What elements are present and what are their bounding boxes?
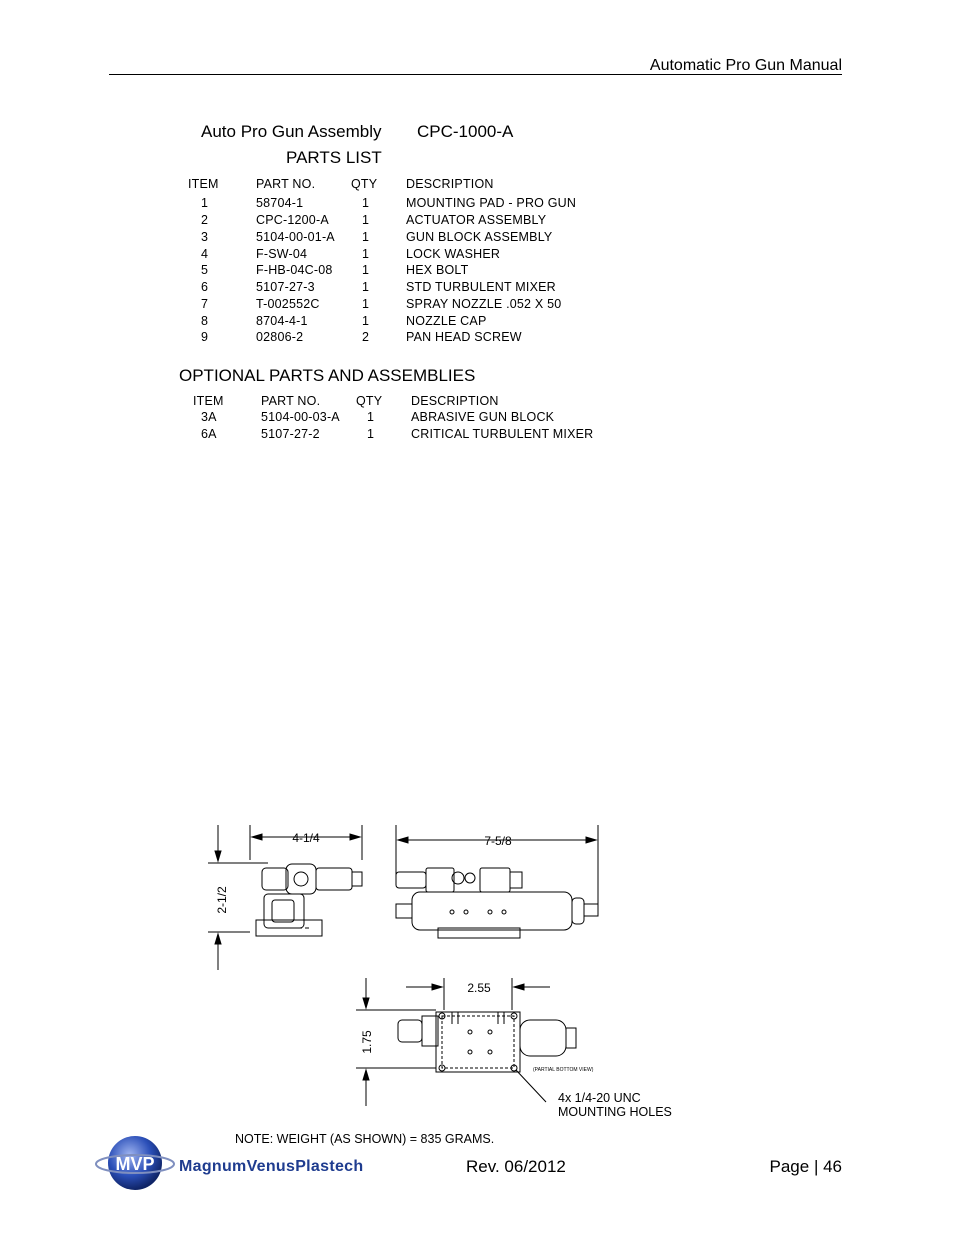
dim-length-label: 7-5/8 <box>484 834 512 848</box>
part-number: 02806-2 <box>256 330 304 344</box>
item-number: 5 <box>201 263 209 277</box>
col-desc-header: DESCRIPTION <box>411 394 499 408</box>
item-number: 2 <box>201 213 209 227</box>
description: HEX BOLT <box>406 263 469 277</box>
description: PAN HEAD SCREW <box>406 330 522 344</box>
part-number: T-002552C <box>256 297 320 311</box>
item-number: 7 <box>201 297 209 311</box>
description: NOZZLE CAP <box>406 314 487 328</box>
width-dimension <box>250 825 362 860</box>
part-number: 5107-27-3 <box>256 280 315 294</box>
part-number: F-HB-04C-08 <box>256 263 333 277</box>
description: LOCK WASHER <box>406 247 501 261</box>
description: ACTUATOR ASSEMBLY <box>406 213 547 227</box>
revision-label: Rev. 06/2012 <box>466 1157 566 1176</box>
quantity: 1 <box>362 297 370 311</box>
quantity: 1 <box>362 280 370 294</box>
col-item-header: ITEM <box>188 177 219 191</box>
part-number: 5104-00-03-A <box>261 410 340 424</box>
col-desc-header: DESCRIPTION <box>406 177 494 191</box>
side-view <box>396 868 598 938</box>
item-number: 9 <box>201 330 209 344</box>
part-number: 5104-00-01-A <box>256 230 335 244</box>
bottom-view <box>398 1012 672 1119</box>
col-part-header: PART NO. <box>261 394 321 408</box>
col-qty-header: QTY <box>356 394 383 408</box>
part-number: F-SW-04 <box>256 247 308 261</box>
height-dimension <box>208 825 268 970</box>
item-number: 8 <box>201 314 209 328</box>
description: CRITICAL TURBULENT MIXER <box>411 427 594 441</box>
front-view <box>256 864 362 936</box>
description: MOUNTING PAD - PRO GUN <box>406 196 577 210</box>
optional-parts-title: OPTIONAL PARTS AND ASSEMBLIES <box>179 366 476 385</box>
item-number: 4 <box>201 247 209 261</box>
part-number: 8704-4-1 <box>256 314 308 328</box>
gun-assembly-drawing <box>190 820 690 1125</box>
part-number: CPC-1200-A <box>256 213 329 227</box>
quantity: 1 <box>362 314 370 328</box>
partial-bottom-view-label: (PARTIAL BOTTOM VIEW) <box>533 1067 594 1073</box>
quantity: 1 <box>362 263 370 277</box>
item-number: 1 <box>201 196 209 210</box>
dim-hole-height-label: 1.75 <box>360 1030 374 1054</box>
page-number: Page | 46 <box>769 1157 842 1176</box>
weight-note: NOTE: WEIGHT (AS SHOWN) = 835 GRAMS. <box>235 1132 495 1146</box>
quantity: 1 <box>362 213 370 227</box>
mvp-logo-icon <box>95 1132 175 1194</box>
assembly-title: Auto Pro Gun Assembly <box>201 122 382 141</box>
dim-hole-spacing-label: 2.55 <box>467 981 491 995</box>
col-qty-header: QTY <box>351 177 378 191</box>
description: SPRAY NOZZLE .052 X 50 <box>406 297 562 311</box>
parts-list-title: PARTS LIST <box>286 148 382 167</box>
assembly-code: CPC-1000-A <box>417 122 514 141</box>
mounting-holes-line2: MOUNTING HOLES <box>558 1105 672 1119</box>
description: ABRASIVE GUN BLOCK <box>411 410 555 424</box>
quantity: 1 <box>367 427 375 441</box>
item-number: 6 <box>201 280 209 294</box>
part-number: 58704-1 <box>256 196 304 210</box>
quantity: 1 <box>367 410 375 424</box>
hole-height-dimension <box>356 978 436 1106</box>
description: GUN BLOCK ASSEMBLY <box>406 230 553 244</box>
part-number: 5107-27-2 <box>261 427 320 441</box>
quantity: 1 <box>362 196 370 210</box>
dim-width-label: 4-1/4 <box>292 831 320 845</box>
manual-title: Automatic Pro Gun Manual <box>649 57 842 74</box>
quantity: 1 <box>362 247 370 261</box>
mounting-holes-line1: 4x 1/4-20 UNC <box>558 1091 641 1105</box>
header-divider <box>109 74 842 75</box>
hole-spacing-dimension <box>406 978 550 1010</box>
item-number: 6A <box>201 427 217 441</box>
col-part-header: PART NO. <box>256 177 316 191</box>
quantity: 2 <box>362 330 370 344</box>
col-item-header: ITEM <box>193 394 224 408</box>
description: STD TURBULENT MIXER <box>406 280 556 294</box>
logo-text: MVP <box>115 1154 155 1174</box>
quantity: 1 <box>362 230 370 244</box>
brand-name: MagnumVenusPlastech <box>179 1158 364 1175</box>
item-number: 3 <box>201 230 209 244</box>
item-number: 3A <box>201 410 217 424</box>
dim-height-label: 2-1/2 <box>215 886 229 914</box>
